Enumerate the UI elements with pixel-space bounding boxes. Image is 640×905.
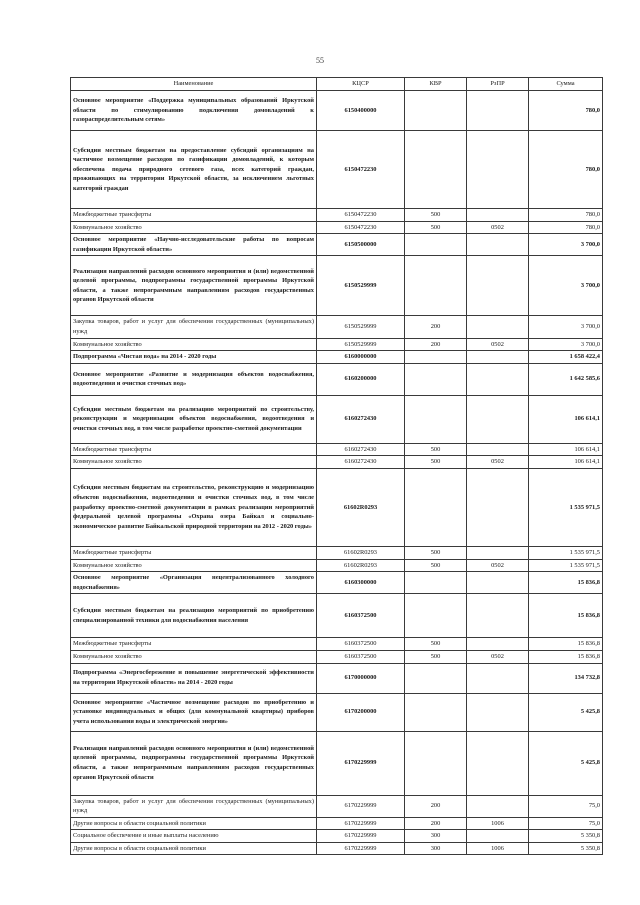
row-kvr (405, 594, 467, 638)
row-code: 6170229999 (317, 842, 405, 855)
row-code: 6170200000 (317, 693, 405, 731)
row-kvr (405, 131, 467, 209)
row-code: 6170229999 (317, 795, 405, 817)
row-code: 6150472230 (317, 131, 405, 209)
row-name: Межбюджетные трансферты (71, 546, 317, 559)
row-rzpr (467, 546, 529, 559)
row-code: 6170229999 (317, 817, 405, 830)
row-name: Межбюджетные трансферты (71, 638, 317, 651)
row-code: 6150400000 (317, 91, 405, 131)
row-sum: 780,0 (529, 221, 603, 234)
row-rzpr (467, 209, 529, 222)
table-row (71, 830, 603, 843)
row-code: 6150500000 (317, 234, 405, 256)
row-rzpr (467, 351, 529, 364)
table-body (71, 91, 603, 855)
row-rzpr (467, 731, 529, 795)
row-name: Основное мероприятие «Частичное возмещение расходов по приобретению и установке индивидуальных и общих (для коммунальной квартиры) приборов учета использования воды и электрической энергии» (71, 693, 317, 731)
row-sum: 134 732,8 (529, 663, 603, 693)
row-rzpr (467, 443, 529, 456)
row-sum: 1 642 585,6 (529, 363, 603, 395)
row-kvr: 500 (405, 638, 467, 651)
table-row (71, 795, 603, 817)
header-sum: Сумма (529, 78, 603, 91)
row-sum: 15 836,8 (529, 650, 603, 663)
row-rzpr (467, 572, 529, 594)
row-code: 61602R0293 (317, 546, 405, 559)
row-code: 61602R0293 (317, 559, 405, 572)
row-kvr (405, 468, 467, 546)
header-code: КЦСР (317, 78, 405, 91)
row-code: 6160372500 (317, 638, 405, 651)
row-name: Закупка товаров, работ и услуг для обеспечения государственных (муниципальных) нужд (71, 316, 317, 338)
row-sum: 780,0 (529, 91, 603, 131)
table-row (71, 663, 603, 693)
budget-table (70, 77, 603, 855)
table-row (71, 91, 603, 131)
row-kvr: 200 (405, 795, 467, 817)
row-name: Основное мероприятие «Поддержка муниципальных образований Иркутской области по стимулированию подключения домовладений к газораспределительным сетям» (71, 91, 317, 131)
row-rzpr (467, 830, 529, 843)
row-name: Основное мероприятие «Организация нецентрализованного холодного водоснабжения» (71, 572, 317, 594)
row-name: Закупка товаров, работ и услуг для обеспечения государственных (муниципальных) нужд (71, 795, 317, 817)
row-rzpr: 1006 (467, 842, 529, 855)
row-rzpr: 0502 (467, 338, 529, 351)
table-row (71, 594, 603, 638)
row-sum: 15 836,8 (529, 638, 603, 651)
row-kvr (405, 395, 467, 443)
row-name: Субсидии местным бюджетам на предоставление субсидий организациям на частичное возмещение расходов по газификации домовладений, к которым обеспечена подача природного сетевого газа, всех категорий граждан, проживающих на территории Иркутской области, за исключением льготных категорий граждан (71, 131, 317, 209)
table-row (71, 638, 603, 651)
row-code: 6170000000 (317, 663, 405, 693)
table-row (71, 363, 603, 395)
row-code: 6160200000 (317, 363, 405, 395)
row-code: 6150472230 (317, 209, 405, 222)
row-sum: 5 425,8 (529, 693, 603, 731)
row-name: Основное мероприятие «Развитие и модернизация объектов водоснабжения, водоотведения и очистки сточных вод» (71, 363, 317, 395)
row-code: 6160272430 (317, 456, 405, 469)
row-name: Субсидии местным бюджетам на реализацию мероприятий по приобретению специализированной техники для водоснабжения населения (71, 594, 317, 638)
row-sum: 106 614,1 (529, 456, 603, 469)
table-row (71, 650, 603, 663)
row-rzpr (467, 594, 529, 638)
row-code: 6150529999 (317, 256, 405, 316)
table-row (71, 131, 603, 209)
table-row (71, 817, 603, 830)
row-sum: 5 350,8 (529, 830, 603, 843)
table-row (71, 443, 603, 456)
row-name: Другие вопросы в области социальной политики (71, 817, 317, 830)
row-sum: 780,0 (529, 209, 603, 222)
row-code: 6150472230 (317, 221, 405, 234)
row-name: Межбюджетные трансферты (71, 443, 317, 456)
row-name: Другие вопросы в области социальной политики (71, 842, 317, 855)
row-rzpr (467, 795, 529, 817)
row-sum: 1 535 971,5 (529, 559, 603, 572)
row-kvr (405, 663, 467, 693)
row-kvr (405, 91, 467, 131)
table-row (71, 256, 603, 316)
row-sum: 3 700,0 (529, 338, 603, 351)
row-name: Субсидии местным бюджетам на реализацию мероприятий по строительству, реконструкции и модернизации объектов водоснабжения, водоотведения и очистки сточных вод, в том числе разработке проектно-сметной документации (71, 395, 317, 443)
row-kvr: 200 (405, 338, 467, 351)
row-name: Подпрограмма «Энергосбережение и повышение энергетической эффективности на территории Иркутской области» на 2014 - 2020 годы (71, 663, 317, 693)
row-rzpr (467, 663, 529, 693)
row-rzpr (467, 468, 529, 546)
row-kvr: 300 (405, 842, 467, 855)
header-name: Наименование (71, 78, 317, 91)
header-kvr: КВР (405, 78, 467, 91)
row-kvr: 500 (405, 650, 467, 663)
table-row (71, 395, 603, 443)
row-kvr (405, 572, 467, 594)
row-sum: 780,0 (529, 131, 603, 209)
row-kvr: 200 (405, 316, 467, 338)
table-row (71, 234, 603, 256)
row-name: Коммунальное хозяйство (71, 650, 317, 663)
row-sum: 106 614,1 (529, 443, 603, 456)
table-row (71, 731, 603, 795)
row-code: 6160372500 (317, 650, 405, 663)
row-sum: 3 700,0 (529, 234, 603, 256)
row-sum: 1 535 971,5 (529, 546, 603, 559)
row-rzpr (467, 363, 529, 395)
row-rzpr (467, 256, 529, 316)
row-name: Подпрограмма «Чистая вода» на 2014 - 2020 годы (71, 351, 317, 364)
page-number: 55 (316, 56, 324, 65)
table-row (71, 559, 603, 572)
table-row (71, 456, 603, 469)
row-kvr: 500 (405, 546, 467, 559)
row-kvr: 300 (405, 830, 467, 843)
row-rzpr: 1006 (467, 817, 529, 830)
row-name: Основное мероприятие «Научно-исследовательские работы по вопросам газификации Иркутской области» (71, 234, 317, 256)
row-name: Социальное обеспечение и иные выплаты населению (71, 830, 317, 843)
row-name: Коммунальное хозяйство (71, 338, 317, 351)
row-kvr: 500 (405, 221, 467, 234)
header-rzpr: РзПР (467, 78, 529, 91)
row-sum: 75,0 (529, 817, 603, 830)
row-kvr (405, 693, 467, 731)
row-rzpr: 0502 (467, 650, 529, 663)
row-rzpr (467, 638, 529, 651)
row-kvr (405, 256, 467, 316)
table-row (71, 693, 603, 731)
row-code: 6170229999 (317, 731, 405, 795)
row-rzpr: 0502 (467, 559, 529, 572)
row-sum: 75,0 (529, 795, 603, 817)
row-code: 6160372500 (317, 594, 405, 638)
row-sum: 1 658 422,4 (529, 351, 603, 364)
row-name: Коммунальное хозяйство (71, 221, 317, 234)
row-name: Коммунальное хозяйство (71, 559, 317, 572)
row-name: Межбюджетные трансферты (71, 209, 317, 222)
table-row (71, 351, 603, 364)
row-sum: 106 614,1 (529, 395, 603, 443)
row-code: 6160300000 (317, 572, 405, 594)
row-rzpr (467, 395, 529, 443)
row-kvr: 200 (405, 817, 467, 830)
table-row (71, 468, 603, 546)
row-kvr: 500 (405, 456, 467, 469)
row-name: Субсидии местным бюджетам на строительство, реконструкцию и модернизацию объектов водоснабжения, водоотведения и очистки сточных вод, в том числе разработку проектно-сметной документации в рамках реализации мероприятий федеральной целевой программы «Охрана озера Байкал и социально-экономическое развитие Байкальской природной территории на 2012 - 2020 годы» (71, 468, 317, 546)
table-row (71, 842, 603, 855)
table-row (71, 572, 603, 594)
table-row (71, 209, 603, 222)
row-kvr: 500 (405, 443, 467, 456)
row-rzpr (467, 693, 529, 731)
row-kvr (405, 234, 467, 256)
row-kvr: 500 (405, 209, 467, 222)
row-sum: 5 425,8 (529, 731, 603, 795)
row-name: Коммунальное хозяйство (71, 456, 317, 469)
row-code: 6150529999 (317, 316, 405, 338)
row-sum: 1 535 971,5 (529, 468, 603, 546)
row-rzpr (467, 234, 529, 256)
row-rzpr (467, 91, 529, 131)
row-sum: 3 700,0 (529, 316, 603, 338)
row-code: 6170229999 (317, 830, 405, 843)
row-code: 6160272430 (317, 443, 405, 456)
row-code: 6160272430 (317, 395, 405, 443)
row-name: Реализация направлений расходов основного мероприятия и (или) ведомственной целевой программы, подпрограммы государственной программы Иркутской области, а также непрограммным направлениям расходов государственных органов Иркутской области (71, 731, 317, 795)
row-rzpr (467, 131, 529, 209)
table-row (71, 221, 603, 234)
row-code: 61602R0293 (317, 468, 405, 546)
row-kvr (405, 731, 467, 795)
row-code: 6150529999 (317, 338, 405, 351)
table-row (71, 316, 603, 338)
row-rzpr: 0502 (467, 221, 529, 234)
row-sum: 5 350,8 (529, 842, 603, 855)
row-sum: 15 836,8 (529, 594, 603, 638)
row-sum: 15 836,8 (529, 572, 603, 594)
row-sum: 3 700,0 (529, 256, 603, 316)
row-kvr (405, 351, 467, 364)
row-rzpr: 0502 (467, 456, 529, 469)
row-rzpr (467, 316, 529, 338)
row-kvr (405, 363, 467, 395)
table-row (71, 338, 603, 351)
row-code: 6160000000 (317, 351, 405, 364)
table-header-row (71, 78, 603, 91)
row-name: Реализация направлений расходов основного мероприятия и (или) ведомственной целевой программы, подпрограммы государственной программы Иркутской области, а также непрограммным направлениям расходов государственных органов Иркутской области (71, 256, 317, 316)
table-row (71, 546, 603, 559)
row-kvr: 500 (405, 559, 467, 572)
